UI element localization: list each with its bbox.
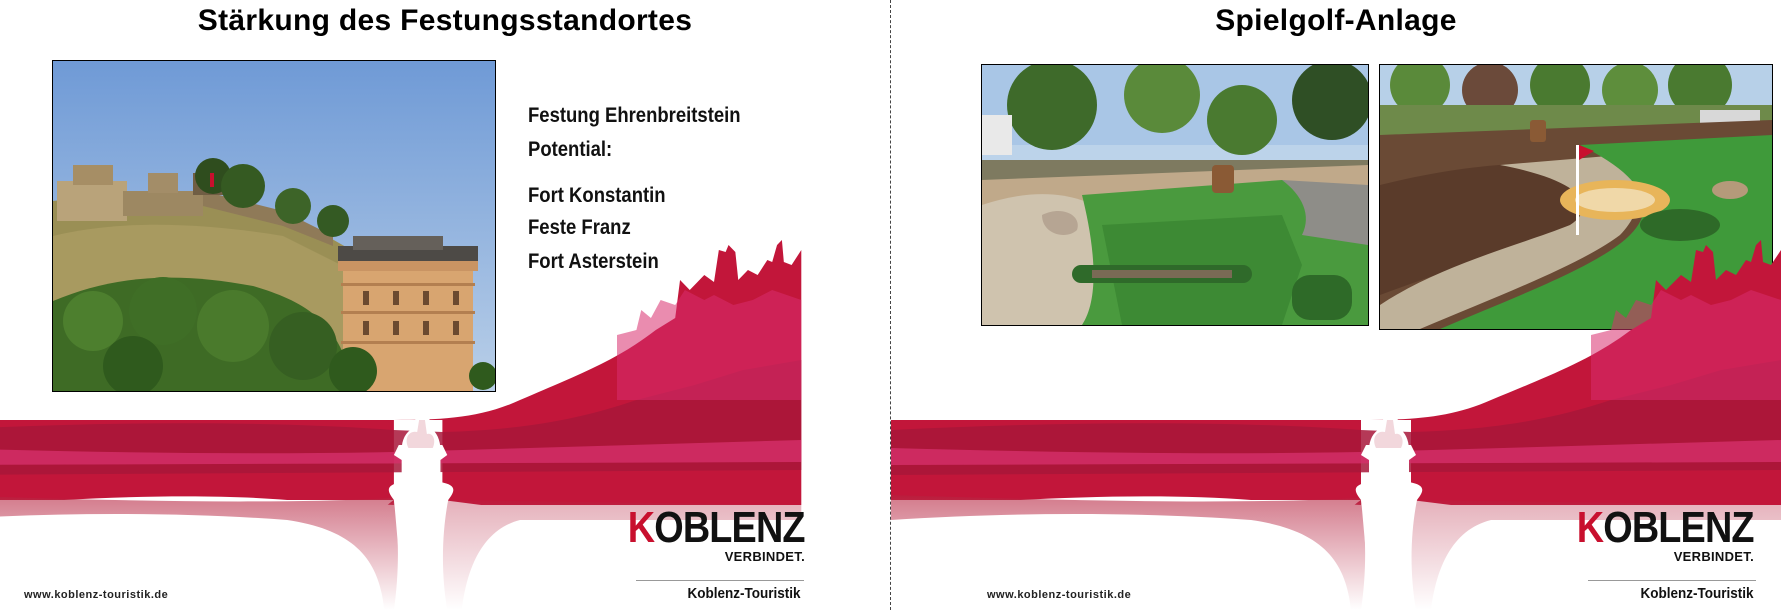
koblenz-logo — [1548, 503, 1754, 564]
logo-k: K — [1577, 503, 1604, 552]
logo-tagline: VERBINDET. — [1673, 549, 1754, 564]
logo-k: K — [628, 503, 655, 552]
logo-organization: Koblenz-Touristik — [1640, 585, 1754, 602]
koblenz-logo — [599, 503, 805, 564]
slide-right — [891, 0, 1781, 610]
logo-organization: Koblenz-Touristik — [687, 585, 801, 602]
slide-left — [0, 0, 890, 610]
text-line-fort-konstantin: Fort Konstantin — [528, 184, 666, 207]
logo-wordmark: OBLENZ — [1603, 503, 1754, 552]
logo-wordmark: OBLENZ — [654, 503, 805, 552]
text-line-fort-asterstein: Fort Asterstein — [528, 250, 659, 273]
logo-divider — [636, 580, 804, 581]
logo-divider — [1588, 580, 1756, 581]
text-line-feste-franz: Feste Franz — [528, 216, 631, 239]
text-line-festung: Festung Ehrenbreitstein — [528, 104, 741, 127]
website-url: www.koblenz-touristik.de — [987, 589, 1132, 601]
website-url: www.koblenz-touristik.de — [24, 589, 169, 601]
slide-title: Spielgolf-Anlage — [1215, 4, 1457, 37]
slide-title: Stärkung des Festungsstandortes — [197, 4, 693, 37]
text-line-potential: Potential: — [528, 138, 613, 161]
logo-tagline: VERBINDET. — [724, 549, 805, 564]
